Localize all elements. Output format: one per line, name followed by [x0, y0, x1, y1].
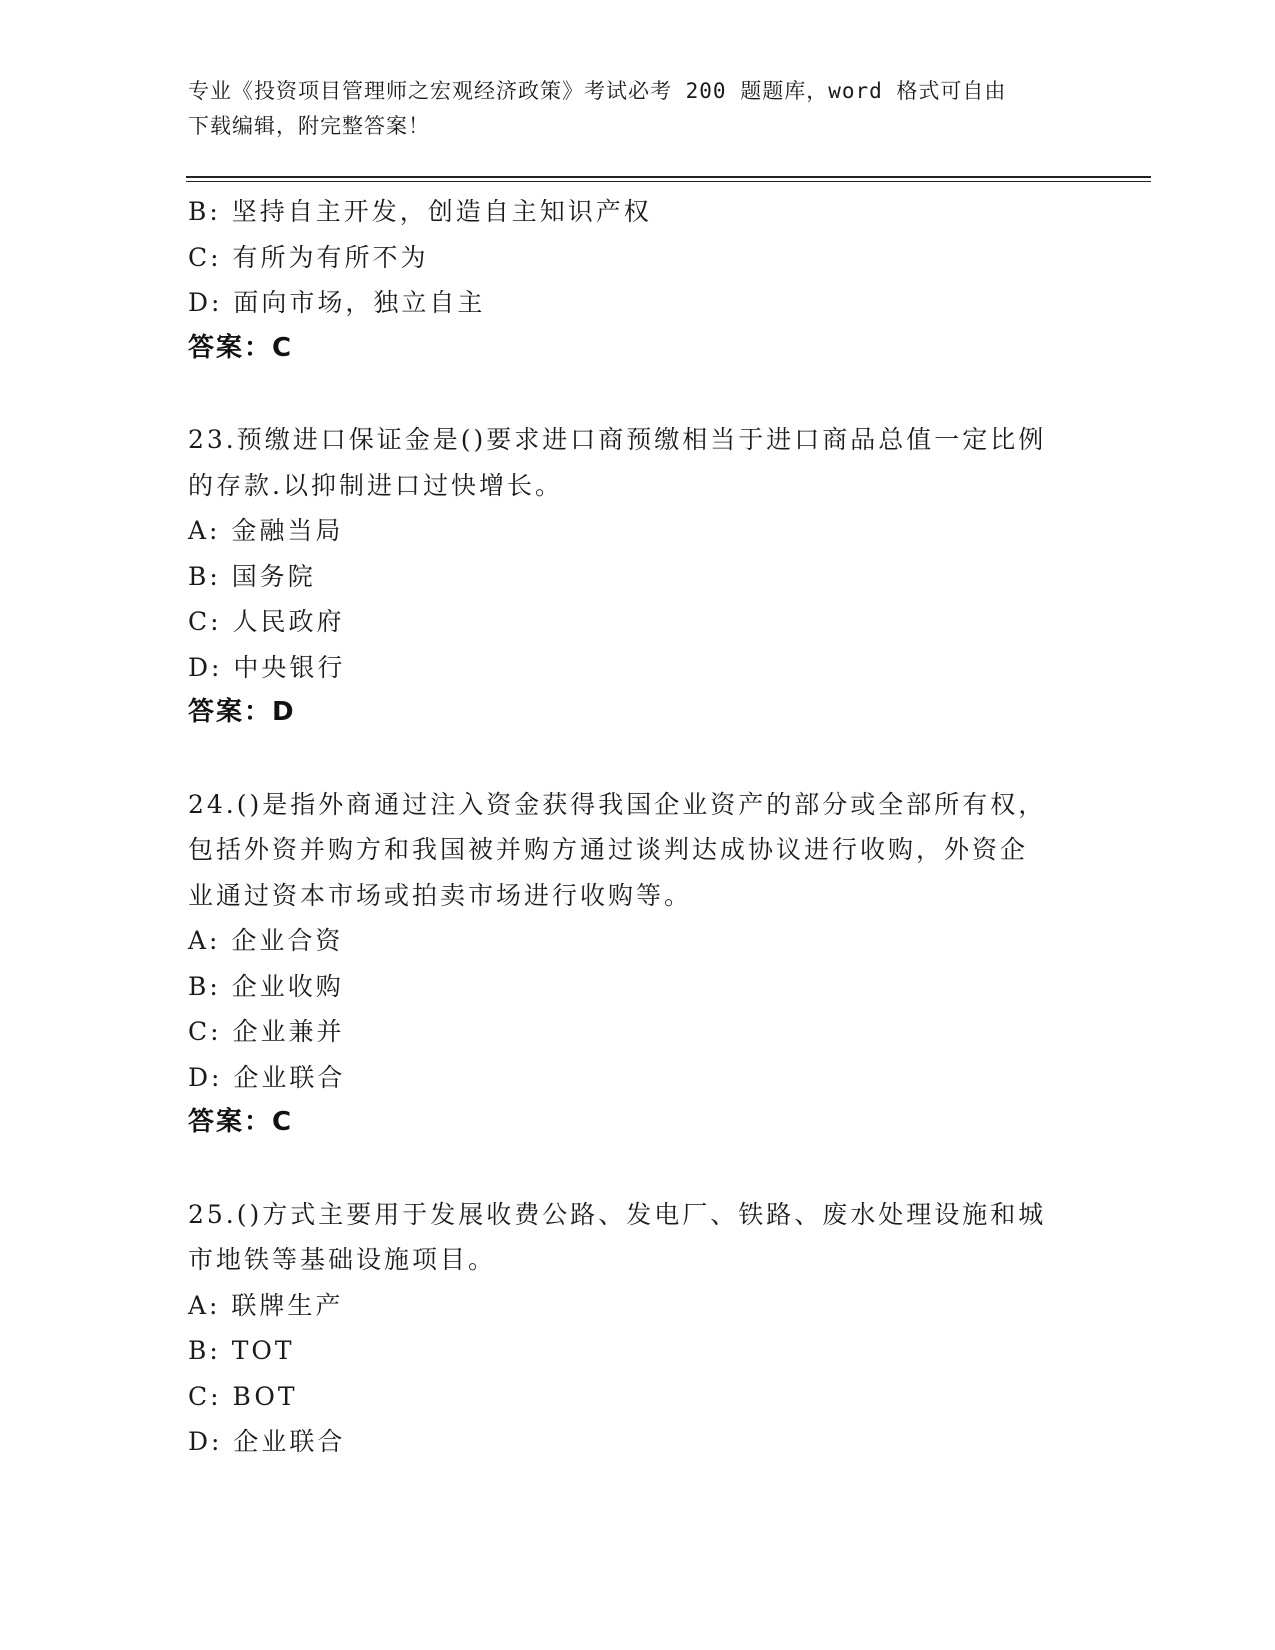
- document-body: [188, 189, 1088, 1465]
- question-text-line: 的存款.以抑制进口过快增长。: [188, 470, 563, 500]
- question-text-line: 包括外资并购方和我国被并购方通过谈判达成协议进行收购，外资企: [188, 835, 1029, 864]
- option-d: D: 企业联合: [188, 1062, 346, 1092]
- question-22-continuation: [188, 189, 1088, 371]
- header-divider-thick: [186, 176, 1151, 178]
- question-23: [188, 417, 1088, 736]
- header-line-2: 下载编辑，附完整答案！: [188, 114, 430, 138]
- option-d: D: 中央银行: [188, 652, 346, 682]
- option-c: C: 有所为有所不为: [188, 242, 429, 272]
- question-text-line: 市地铁等基础设施项目。: [188, 1245, 497, 1274]
- answer-line: 答案：C: [188, 1107, 294, 1137]
- option-d: D: 面向市场，独立自主: [188, 288, 486, 317]
- option-c: C: 企业兼并: [188, 1017, 345, 1046]
- question-text-line: 24.()是指外商通过注入资金获得我国企业资产的部分或全部所有权，: [188, 789, 1047, 819]
- question-24: [188, 782, 1088, 1146]
- answer-line: 答案：C: [188, 332, 294, 363]
- question-text-line: 25.()方式主要用于发展收费公路、发电厂、铁路、废水处理设施和城: [188, 1199, 1047, 1229]
- option-c: C: 人民政府: [188, 607, 345, 636]
- question-text-line: 业通过资本市场或拍卖市场进行收购等。: [188, 880, 693, 910]
- spacer: [188, 371, 1088, 417]
- option-b: B: TOT: [188, 1336, 295, 1365]
- spacer: [188, 1146, 1088, 1192]
- spacer: [188, 736, 1088, 782]
- option-a: A: 联牌生产: [188, 1290, 344, 1320]
- option-b: B: 企业收购: [188, 971, 344, 1001]
- question-25: [188, 1192, 1088, 1465]
- header-line-1: 专业《投资项目管理师之宏观经济政策》考试必考 200 题题库，word 格式可自由: [188, 79, 1007, 103]
- option-b: B: 国务院: [188, 561, 316, 591]
- answer-line: 答案：D: [188, 697, 296, 727]
- document-header: [188, 74, 1068, 144]
- option-c: C: BOT: [188, 1381, 298, 1411]
- option-b: B: 坚持自主开发，创造自主知识产权: [188, 197, 652, 226]
- option-d: D: 企业联合: [188, 1427, 346, 1456]
- option-a: A: 金融当局: [188, 516, 344, 545]
- question-text-line: 23.预缴进口保证金是()要求进口商预缴相当于进口商品总值一定比例: [188, 425, 1047, 454]
- header-divider-thin: [186, 181, 1151, 182]
- option-a: A: 企业合资: [188, 926, 344, 955]
